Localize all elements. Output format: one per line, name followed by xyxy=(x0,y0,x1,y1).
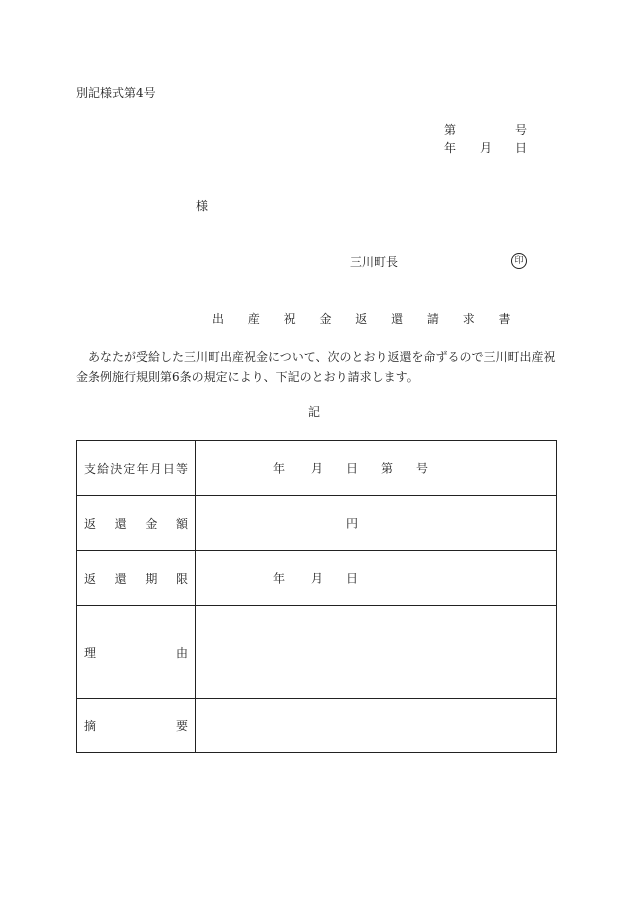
doc-number-dai: 第 xyxy=(444,123,457,137)
value-payment-decision[interactable]: 年 月 日 第 号 xyxy=(196,441,557,496)
table-row xyxy=(77,496,557,551)
request-table xyxy=(76,440,557,753)
seal-mark: 印 xyxy=(511,253,527,269)
value-reason[interactable] xyxy=(196,606,557,699)
table-row xyxy=(77,551,557,606)
table-row xyxy=(77,441,557,496)
date-month: 月 xyxy=(480,141,493,155)
table-row xyxy=(77,606,557,699)
label-remarks: 摘 要 xyxy=(77,699,196,753)
label-reason: 理 由 xyxy=(77,606,196,699)
date-year: 年 xyxy=(444,141,457,155)
label-return-deadline: 返 還 期 限 xyxy=(77,551,196,606)
addressee-honorific: 様 xyxy=(196,199,209,213)
document-title: 出 産 祝 金 返 還 請 求 書 xyxy=(212,312,521,326)
form-id: 別記様式第4号 xyxy=(76,86,156,100)
label-payment-decision: 支 給 決 定 年 月 日 等 xyxy=(77,441,196,496)
value-return-amount[interactable]: 円 xyxy=(196,496,557,551)
issuer-title: 三川町長 xyxy=(350,255,399,269)
table-row xyxy=(77,699,557,753)
value-remarks[interactable] xyxy=(196,699,557,753)
ki-marker: 記 xyxy=(308,405,321,419)
date-day: 日 xyxy=(515,141,528,155)
doc-number-go: 号 xyxy=(515,123,528,137)
body-text: あなたが受給した三川町出産祝金について、次のとおり返還を命ずるので三川町出産祝金条例施行規則第6条の規定により、下記のとおり請求します。 xyxy=(76,350,556,384)
label-return-amount: 返 還 金 額 xyxy=(77,496,196,551)
value-return-deadline[interactable]: 年 月 日 xyxy=(196,551,557,606)
